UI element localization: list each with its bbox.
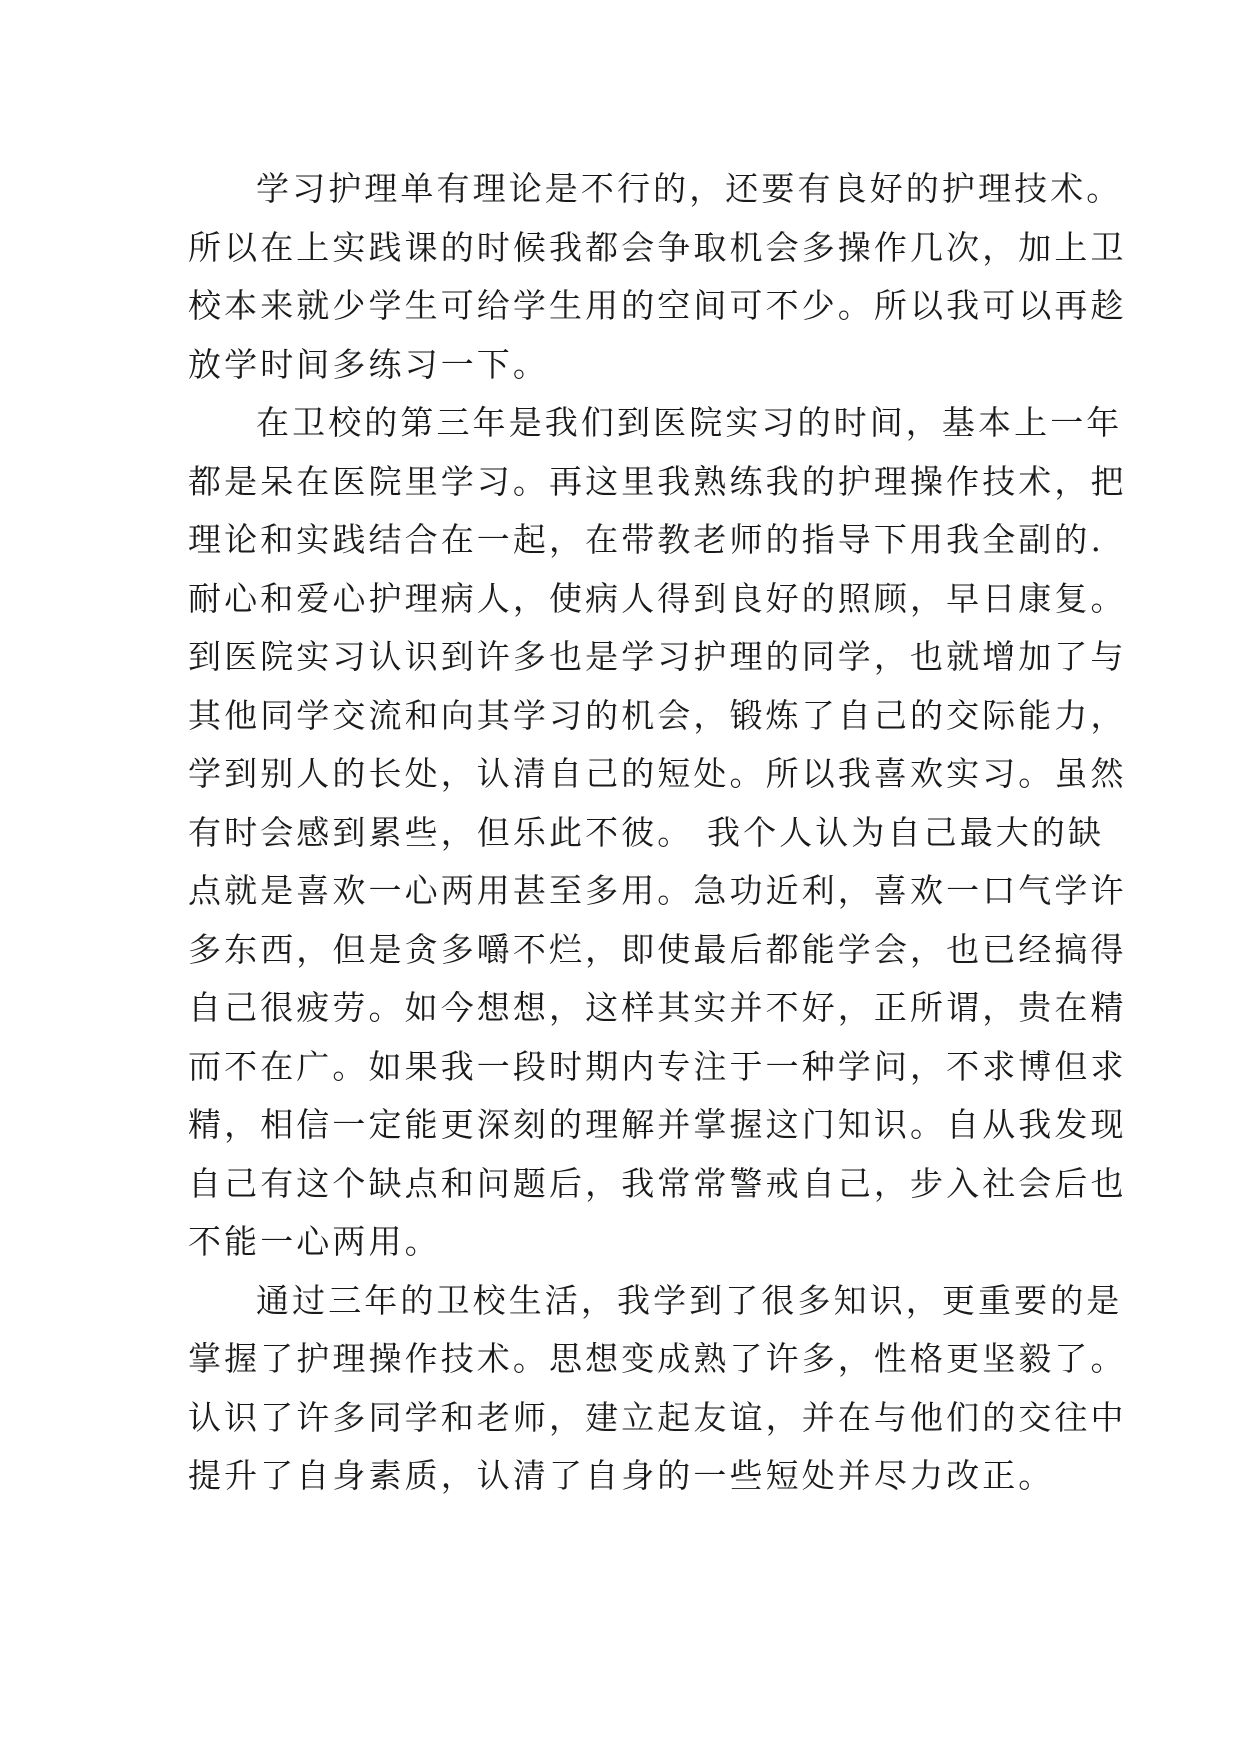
text-line: 其他同学交流和向其学习的机会，锻炼了自己的交际能力， <box>188 695 1127 735</box>
document-body <box>188 160 1127 1506</box>
text-line: 在卫校的第三年是我们到医院实习的时间，基本上一年 <box>256 403 1123 442</box>
text-line: 自己有这个缺点和问题后，我常常警戒自己，步入社会后也 <box>188 1163 1127 1203</box>
paragraph-2 <box>188 394 1127 1272</box>
paragraph-1 <box>188 160 1127 394</box>
text-line: 学习护理单有理论是不行的，还要有良好的护理技术。 <box>256 169 1123 208</box>
text-line: 所以在上实践课的时候我都会争取机会多操作几次，加上卫 <box>188 227 1127 267</box>
text-line: 有时会感到累些，但乐此不彼。 我个人认为自己最大的缺 <box>188 812 1105 852</box>
text-line: 到医院实习认识到许多也是学习护理的同学，也就增加了与 <box>188 637 1127 676</box>
text-line: 掌握了护理操作技术。思想变成熟了许多，性格更坚毅了。 <box>188 1339 1127 1378</box>
text-line: 不能一心两用。 <box>188 1222 441 1261</box>
text-line: 通过三年的卫校生活，我学到了很多知识，更重要的是 <box>256 1280 1123 1320</box>
text-line: 自己很疲劳。如今想想，这样其实并不好，正所谓，贵在精 <box>188 988 1127 1027</box>
text-line: 点就是喜欢一心两用甚至多用。急功近利，喜欢一口气学许 <box>188 871 1127 910</box>
text-line: 提升了自身素质，认清了自身的一些短处并尽力改正。 <box>188 1456 1055 1495</box>
text-line: 放学时间多练习一下。 <box>188 344 549 384</box>
text-line: 理论和实践结合在一起，在带教老师的指导下用我全副的. <box>188 520 1105 559</box>
paragraph-3 <box>188 1272 1127 1506</box>
text-line: 精，相信一定能更深刻的理解并掌握这门知识。自从我发现 <box>188 1105 1127 1144</box>
text-line: 多东西，但是贪多嚼不烂，即使最后都能学会，也已经搞得 <box>188 929 1127 969</box>
text-line: 校本来就少学生可给学生用的空间可不少。所以我可以再趁 <box>188 286 1127 325</box>
text-line: 认识了许多同学和老师，建立起友谊，并在与他们的交往中 <box>188 1397 1127 1437</box>
text-line: 都是呆在医院里学习。再这里我熟练我的护理操作技术，把 <box>188 461 1127 501</box>
text-line: 耐心和爱心护理病人，使病人得到良好的照顾，早日康复。 <box>188 578 1127 618</box>
text-line: 学到别人的长处，认清自己的短处。所以我喜欢实习。虽然 <box>188 754 1127 793</box>
text-line: 而不在广。如果我一段时期内专注于一种学问，不求博但求 <box>188 1046 1127 1086</box>
